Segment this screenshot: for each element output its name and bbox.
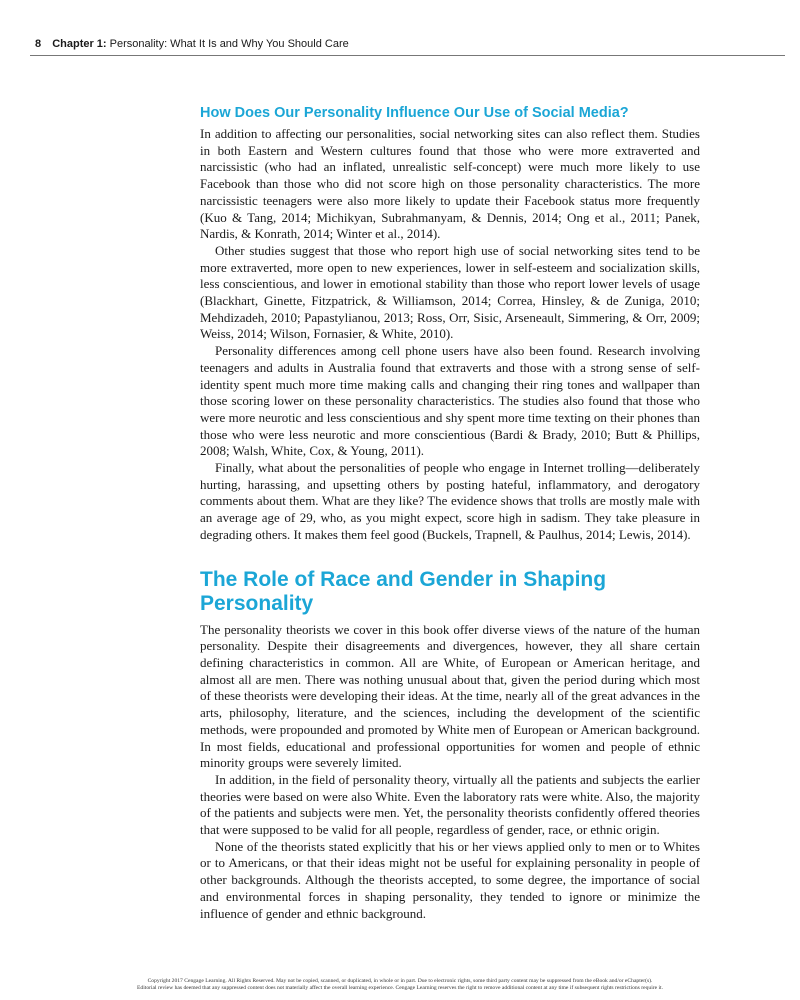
chapter-title: Personality: What It Is and Why You Should Care bbox=[109, 38, 349, 50]
page-body bbox=[200, 104, 700, 922]
copyright-line: Editorial review has deemed that any suppressed content does not materially affect the overall learning experience. Cengage Learning reserves the right to remove additional content at any time if subsequent rights restrictions require it. bbox=[137, 985, 663, 991]
page-number: 8 bbox=[35, 38, 42, 50]
paragraph: None of the theorists stated explicitly that his or her views applied only to men or to Whites or to Americans, or that their ideas might not be useful for explaining personality in people of other backgrounds. Although the theorists accepted, to some degree, the importance of social and environmental forces in shaping personality, they tended to ignore or minimize the influence of gender and ethnic background. bbox=[200, 838, 700, 921]
chapter-label: Chapter 1: bbox=[52, 38, 107, 50]
running-header bbox=[35, 38, 785, 54]
race-gender-heading: The Role of Race and Gender in Shaping Personality bbox=[200, 567, 607, 615]
copyright-footer bbox=[0, 978, 800, 992]
paragraph: In addition, in the field of personality theory, virtually all the patients and subjects the earlier theories were based on were also White. Even the laboratory rats were white. Also, the majority of the patients and subjects were men. Yet, the personality theorists confidently offered theories that were supposed to be valid for all people, regardless of gender, race, or ethnic origin. bbox=[200, 771, 700, 838]
paragraph: In addition to affecting our personalities, social networking sites can also reflect them. Studies in both Eastern and Western cultures found that those who were more extraverted and narcissistic (who had an inflated, unrealistic self-concept) were much more likely to use Facebook than those who did not score high on those personality characteristics. The more narcissistic teenagers were also more likely to update their Facebook status more frequently (Kuo & Tang, 2014; Michikyan, Subrahmanyam, & Dennis, 2014; Ong et al., 2011; Panek, Nardis, & Konrath, 2014; Winter et al., 2014). bbox=[200, 126, 700, 242]
paragraph: Finally, what about the personalities of people who engage in Internet trolling—deliberately hurting, harassing, and upsetting others by posting hateful, inflammatory, and derogatory comments about them. What are they like? The evidence shows that trolls are mostly male with an average age of 29, who, as you might expect, score high in sadism. They take pleasure in degrading others. It makes them feel good (Buckels, Trapnell, & Paulhus, 2014; Lewis, 2014). bbox=[200, 460, 700, 542]
paragraph: The personality theorists we cover in this book offer diverse views of the nature of the human personality. Despite their disagreements and divergences, however, they all share certain defining characteristics in common. All are White, of European or American heritage, and almost all are men. There was nothing unusual about that, given the period during which most of these theorists were developing their ideas. At the time, nearly all of the great advances in the arts, philosophy, literature, and the sciences, including the development of the scientific methods, were propounded and promoted by White men of European or American background. In most fields, educational and professional opportunities for women and people of ethnic minority groups were severely limited. bbox=[200, 621, 700, 771]
social-media-heading: How Does Our Personality Influence Our Use of Social Media? bbox=[200, 105, 629, 121]
paragraph: Other studies suggest that those who report high use of social networking sites tend to be more extraverted, more open to new experiences, lower in self-esteem and socialization skills, less conscientious, and lower in emotional stability than those who report lower levels of usage (Blackhart, Ginette, Fitzpatrick, & Williamson, 2014; Correa, Hinsley, & de Zuniga, 2010; Mehdizadeh, 2010; Papastylianou, 2013; Ross, Orr, Sisic, Arseneault, Simmering, & Orr, 2009; Weiss, 2014; Wilson, Fornasier, & White, 2010). bbox=[200, 242, 700, 342]
paragraph: Personality differences among cell phone users have also been found. Research involving teenagers and adults in Australia found that extraverts and those with a strong sense of self-identity spent much more time making calls and changing their ring tones and wallpaper than those scoring lower on these personality characteristics. The studies also found that those who were more neurotic and less conscientious and shy spent more time texting on their phones than those who were less neurotic and more conscientious (Bardi & Brady, 2010; Butt & Phillips, 2008; Walsh, White, Cox, & Young, 2011). bbox=[200, 343, 700, 459]
header-rule bbox=[30, 55, 785, 56]
copyright-line: Copyright 2017 Cengage Learning. All Rights Reserved. May not be copied, scanned, or duplicated, in whole or in part. Due to electronic rights, some third party content may be suppressed from the eBook and/or eChapter(s). bbox=[147, 978, 653, 984]
